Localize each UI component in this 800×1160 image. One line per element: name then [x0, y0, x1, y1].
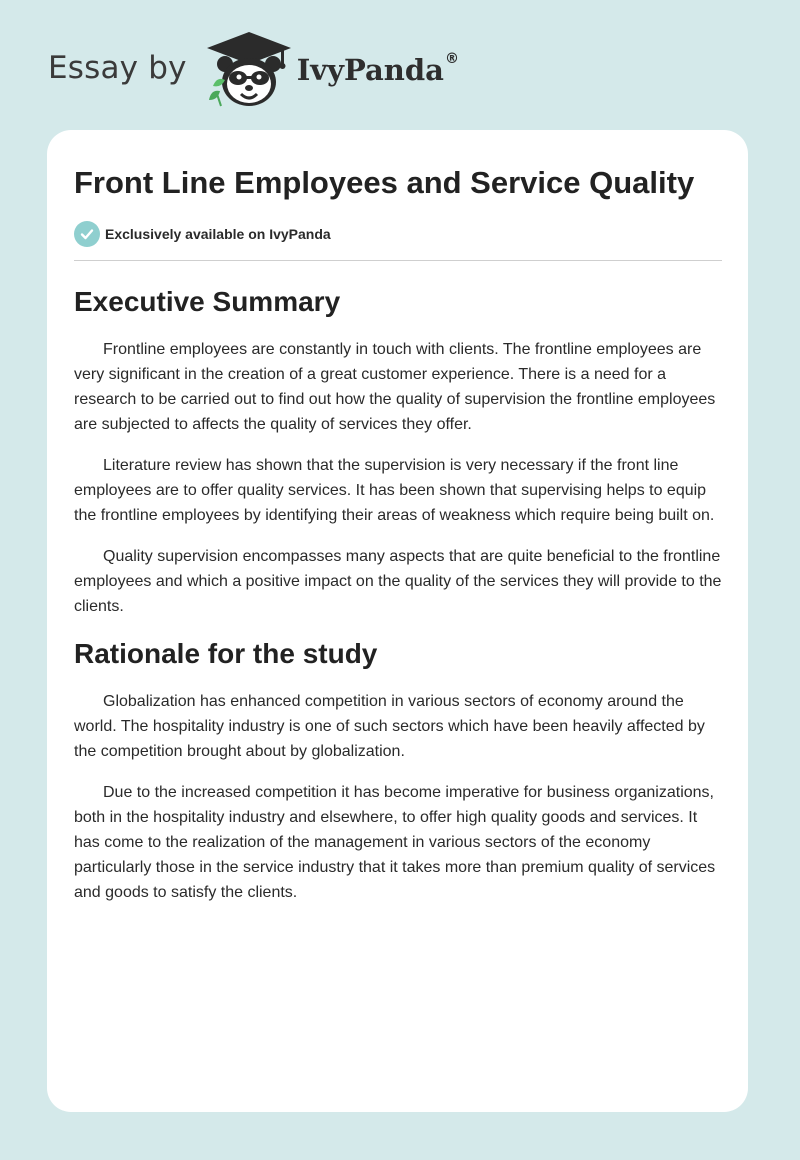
exclusive-badge: [74, 221, 722, 247]
page-title: Front Line Employees and Service Quality: [74, 165, 695, 200]
paragraph: Globalization has enhanced competition in various sectors of economy around the world. The hospitality industry is one of such sectors which have been heavily affected by the competition brought about by globalization.: [74, 693, 705, 760]
essay-by-label: Essay by: [48, 50, 187, 86]
section-executive-summary: [74, 285, 722, 619]
panda-logo-icon[interactable]: [203, 30, 295, 110]
paragraph: Due to the increased competition it has become imperative for business organizations, both in the hospitality industry and elsewhere, to offer high quality goods and services. It has come to the realization of the management in various sectors of the economy particularly those in the service industry that it takes more than premium quality of services and goods to satisfy the clients.: [74, 784, 716, 901]
badge-text: Exclusively available on IvyPanda: [105, 226, 331, 242]
section-rationale: [74, 637, 722, 905]
registered-mark: ®: [444, 51, 459, 67]
paragraph: Quality supervision encompasses many aspects that are quite beneficial to the frontline employees and which a positive impact on the quality of the services they will provide to the clients.: [74, 548, 722, 615]
brand-name[interactable]: IvyPanda®: [296, 51, 459, 87]
divider: [74, 260, 722, 261]
section-heading: Rationale for the study: [74, 638, 378, 669]
paragraph: Literature review has shown that the supervision is very necessary if the front line employees are to offer quality services. It has been shown that supervising helps to equip the frontline employees by identifying their areas of weakness which require being built on.: [74, 457, 715, 524]
essay-card: [47, 130, 748, 1112]
check-icon: [74, 221, 100, 247]
paragraph: Frontline employees are constantly in touch with clients. The frontline employees are very significant in the creation of a great customer experience. There is a need for a research to be carried out to find out how the quality of supervision the frontline employees are subjected to affects the quality of services they offer.: [74, 341, 716, 433]
site-header: [48, 30, 459, 110]
section-heading: Executive Summary: [74, 286, 341, 317]
